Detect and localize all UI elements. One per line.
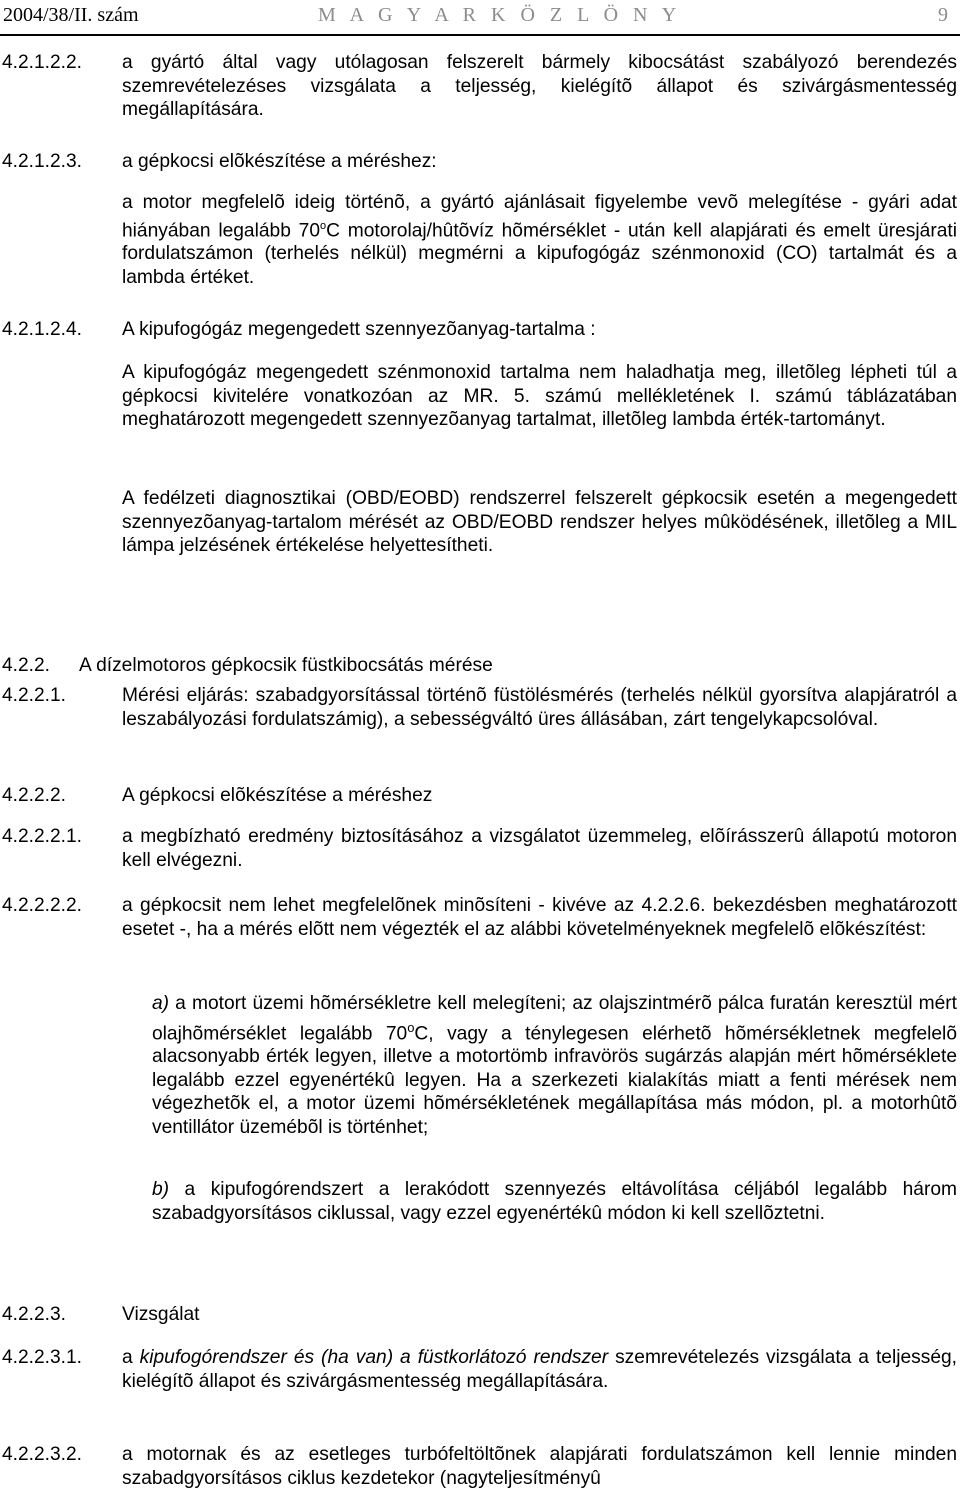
section-text: Mérési eljárás: szabadgyorsítással történõ füstölésmérés (terhelés nélkül gyorsítva alapjáratról a leszabályozási fordulatszámig), a sebességváltó üres állásában, zárt tengelykapcsolóval. [122, 685, 957, 730]
section-title: a gépkocsi elõkészítése a méréshez: [122, 151, 437, 172]
section-title: A dízelmotoros gépkocsik füstkibocsátás mérése [79, 655, 493, 676]
section-number: 4.2.2.3. [2, 1304, 67, 1325]
paragraph: A fedélzeti diagnosztikai (OBD/EOBD) rendszerrel felszerelt gépkocsik esetén a megengedett szennyezõanyag-tartalom mérését az OBD/EOBD rendszer helyes mûködésének, illetõleg a MIL lámpa jelzésének értékelése helyettesítheti. [122, 488, 958, 556]
item-label: b) [152, 1179, 170, 1200]
page-number: 9 [938, 4, 948, 26]
section-text: a motornak és az esetleges turbófeltöltõnek alapjárati fordulatszámon kell lennie minden szabadgyorsításos ciklus kezdetekor (nagyteljesítményû [122, 1444, 957, 1489]
section-number: 4.2.2. [2, 655, 51, 676]
section-number: 4.2.1.2.3. [2, 151, 83, 172]
item-label: a) [152, 993, 170, 1014]
section-text: a motor megfelelõ ideig történõ, a gyártó ajánlásait figyelembe vevõ melegítése - gyári adat hiányában legalább 70$^o$C motorolaj/hûtõvíz hõmérséklet - után kell alapjárati és emelt üresjárati fordulatszámon (terhelés nélkül) megmérni a kipufogógáz szénmonoxid (CO) tartalmát és a lambda értéket. [122, 192, 957, 288]
section-title: A gépkocsi elõkészítése a méréshez [122, 785, 433, 806]
section-number: 4.2.2.2.2. [2, 895, 83, 916]
section-number: 4.2.2.3.1. [2, 1347, 83, 1368]
page-header [0, 2, 960, 32]
issue-label: 2004/38/II. szám [3, 4, 139, 26]
paragraph: A kipufogógáz megengedett szénmonoxid tartalma nem haladhatja meg, illetõleg lépheti túl a gépkocsi kivitelére vonatkozóan az MR. 5. számú mellékletének I. számú táblázatában meghatározott megengedett szennyezõanyag tartalmat, illetõleg lambda érték-tartományt. [122, 362, 957, 430]
section-title: A kipufogógáz megengedett szennyezõanyag-tartalma : [122, 319, 596, 340]
list-item-text: b) a kipufogórendszert a lerakódott szennyezés eltávolítása céljából legalább három szabadgyorsításos ciklussal, vagy ezzel egyenértékû módon ki kell szellõztetni. [152, 1179, 957, 1224]
header-rule [0, 34, 960, 36]
section-text: a gyártó által vagy utólagosan felszerelt bármely kibocsátást szabályozó berendezés szemrevételezéses vizsgálata a teljesség, kielégítõ állapot és szivárgásmentesség megállapítására. [122, 52, 957, 120]
section-number: 4.2.2.2.1. [2, 826, 83, 847]
list-item-text: a) a motort üzemi hõmérsékletre kell melegíteni; az olajszintmérõ pálca furatán keresztül mért olajhõmérséklet legalább 70$^o$C, vagy a ténylegesen elérhetõ hõmérsékletnek megfelelõ alacsonyabb érték legyen, illetve a motortömb infravörös sugárzás alapján mért hõmérséklete legalább ezzel egyenértékû legyen. Ha a szerkezeti kialakítás miatt a fenti mérések nem végezhetõk el, a motor üzemi hõmérsékletének megállapítása más módon, pl. a motorhûtõ ventillátor üzemébõl is történhet; [152, 993, 957, 1138]
section-number: 4.2.2.1. [2, 685, 67, 706]
section-text: a gépkocsit nem lehet megfelelõnek minõsíteni - kivéve az 4.2.2.6. bekezdésben meghatározott esetet -, ha a mérés elõtt nem végezték el az alábbi követelményeknek megfelelõ elõkészítést: [122, 895, 957, 940]
section-number: 4.2.2.2. [2, 785, 67, 806]
section-text: a kipufogórendszer és (ha van) a füstkorlátozó rendszer szemrevételezés vizsgálata a teljesség, kielégítõ állapot és szivárgásmentesség megállapítására. [122, 1347, 958, 1392]
section-number: 4.2.2.3.2. [2, 1444, 83, 1465]
section-number: 4.2.1.2.4. [2, 319, 83, 340]
section-title: Vizsgálat [122, 1304, 200, 1325]
journal-title: M A G Y A R K Ö Z L Ö N Y [318, 4, 682, 26]
section-text: a megbízható eredmény biztosításához a vizsgálatot üzemmeleg, elõírásszerû állapotú motoron kell elvégezni. [122, 826, 957, 871]
section-number: 4.2.1.2.2. [2, 52, 83, 73]
